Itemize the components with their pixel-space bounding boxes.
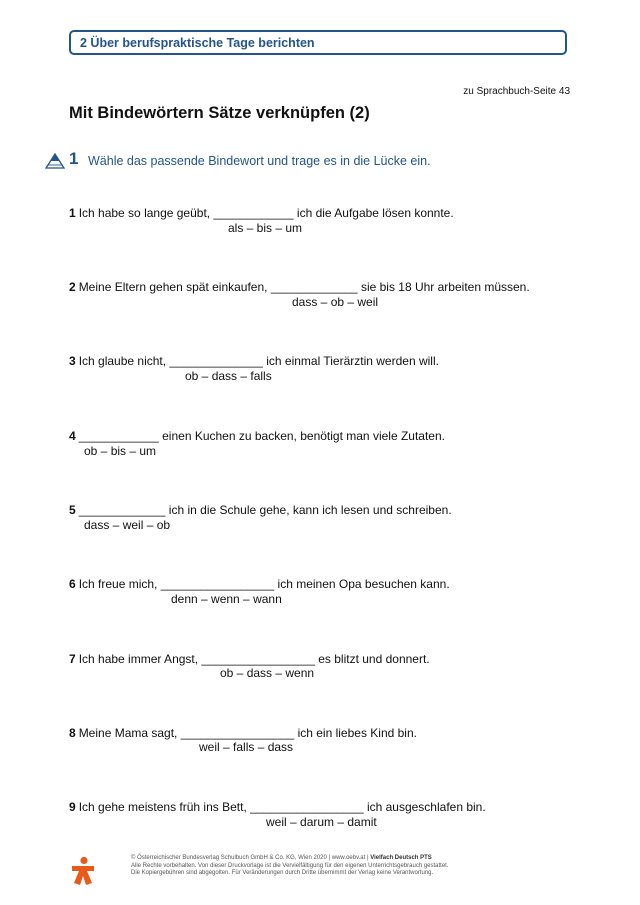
sentence-after: sie bis 18 Uhr arbeiten müssen. [360,280,530,294]
answer-blank[interactable]: _____________ [78,503,166,517]
sentence-after: ich meinen Opa besuchen kann. [277,577,450,591]
exercise-sentence [69,280,530,294]
footer-copyright [131,855,449,878]
sentence-before: Ich habe immer Angst, [78,652,199,666]
exercise-number: 3 [69,354,76,368]
answer-blank[interactable]: _____________ [270,280,358,294]
exercise-sentence [69,206,454,220]
exercise-number: 9 [69,800,76,814]
exercise-sentence [69,503,452,517]
sentence-before: Ich freue mich, [78,577,158,591]
exercise-number: 1 [69,206,76,220]
answer-blank[interactable]: ____________ [213,206,294,220]
sentence-after: es blitzt und donnert. [318,652,430,666]
exercise-number: 2 [69,280,76,294]
exercise-sentence [69,354,439,368]
sentence-after: ich die Aufgabe lösen konnte. [296,206,454,220]
conjunction-options: weil – falls – dass [199,740,294,754]
conjunction-options: dass – ob – weil [292,295,379,309]
conjunction-options: ob – dass – falls [185,369,272,383]
page-title: Mit Bindewörtern Sätze verknüpfen (2) [69,104,370,122]
footer-line-3: Die Kopiergebühren sind abgegolten. Für Veränderungen durch Dritte übernimmt der Verlag keine Verantwortung. [131,870,434,877]
exercise-sentence [69,429,445,443]
chapter-title: 2 Über berufspraktische Tage berichten [80,35,315,50]
exercise-number: 5 [69,503,76,517]
task-level-icon [45,153,65,169]
conjunction-options: denn – wenn – wann [171,592,282,606]
exercise-sentence [69,800,486,814]
conjunction-options: als – bis – um [228,221,303,235]
sentence-after: einen Kuchen zu backen, benötigt man viele Zutaten. [162,429,445,443]
footer-brand: Vielfach Deutsch PTS [370,855,432,861]
chapter-header [69,30,567,55]
sentence-before: Ich gehe meistens früh ins Bett, [78,800,247,814]
task-number: 1 [69,149,79,168]
exercise-sentence [69,726,417,740]
answer-blank[interactable]: _________________ [160,577,275,591]
conjunction-options: dass – weil – ob [84,518,171,532]
answer-blank[interactable]: _________________ [180,726,295,740]
sentence-after: ich einmal Tierärztin werden will. [266,354,439,368]
exercise-number: 7 [69,652,76,666]
exercise-number: 8 [69,726,76,740]
sentence-after: ich ein liebes Kind bin. [297,726,417,740]
answer-blank[interactable]: ______________ [169,354,263,368]
answer-blank[interactable]: _________________ [250,800,364,814]
sentence-after: ich in die Schule gehe, kann ich lesen und schreiben. [168,503,452,517]
answer-blank[interactable]: _________________ [201,652,315,666]
exercise-sentence [69,652,430,666]
footer-line-2: Alle Rechte vorbehalten. Von dieser Druckvorlage ist die Vervielfältigung für den eigenen Unterrichtsgebrauch gestattet. [131,862,449,869]
exercise-number: 6 [69,577,76,591]
sentence-before: Meine Eltern gehen spät einkaufen, [78,280,268,294]
footer-line-1: © Österreichischer Bundesverlag Schulbuch GmbH & Co. KG, Wien 2020 | www.oebv.at | [131,855,369,861]
sentence-before: Ich habe so lange geübt, [78,206,211,220]
publisher-logo-icon [68,856,98,886]
sentence-before: Meine Mama sagt, [78,726,178,740]
conjunction-options: ob – dass – wenn [220,666,315,680]
exercise-number: 4 [69,429,76,443]
task-instruction: Wähle das passende Bindewort und trage es in die Lücke ein. [88,154,431,168]
sentence-before: Ich glaube nicht, [78,354,167,368]
page-reference: zu Sprachbuch-Seite 43 [463,86,570,97]
exercise-sentence [69,577,450,591]
conjunction-options: weil – darum – damit [266,815,377,829]
sentence-after: ich ausgeschlafen bin. [366,800,486,814]
conjunction-options: ob – bis – um [84,444,157,458]
answer-blank[interactable]: ____________ [78,429,159,443]
